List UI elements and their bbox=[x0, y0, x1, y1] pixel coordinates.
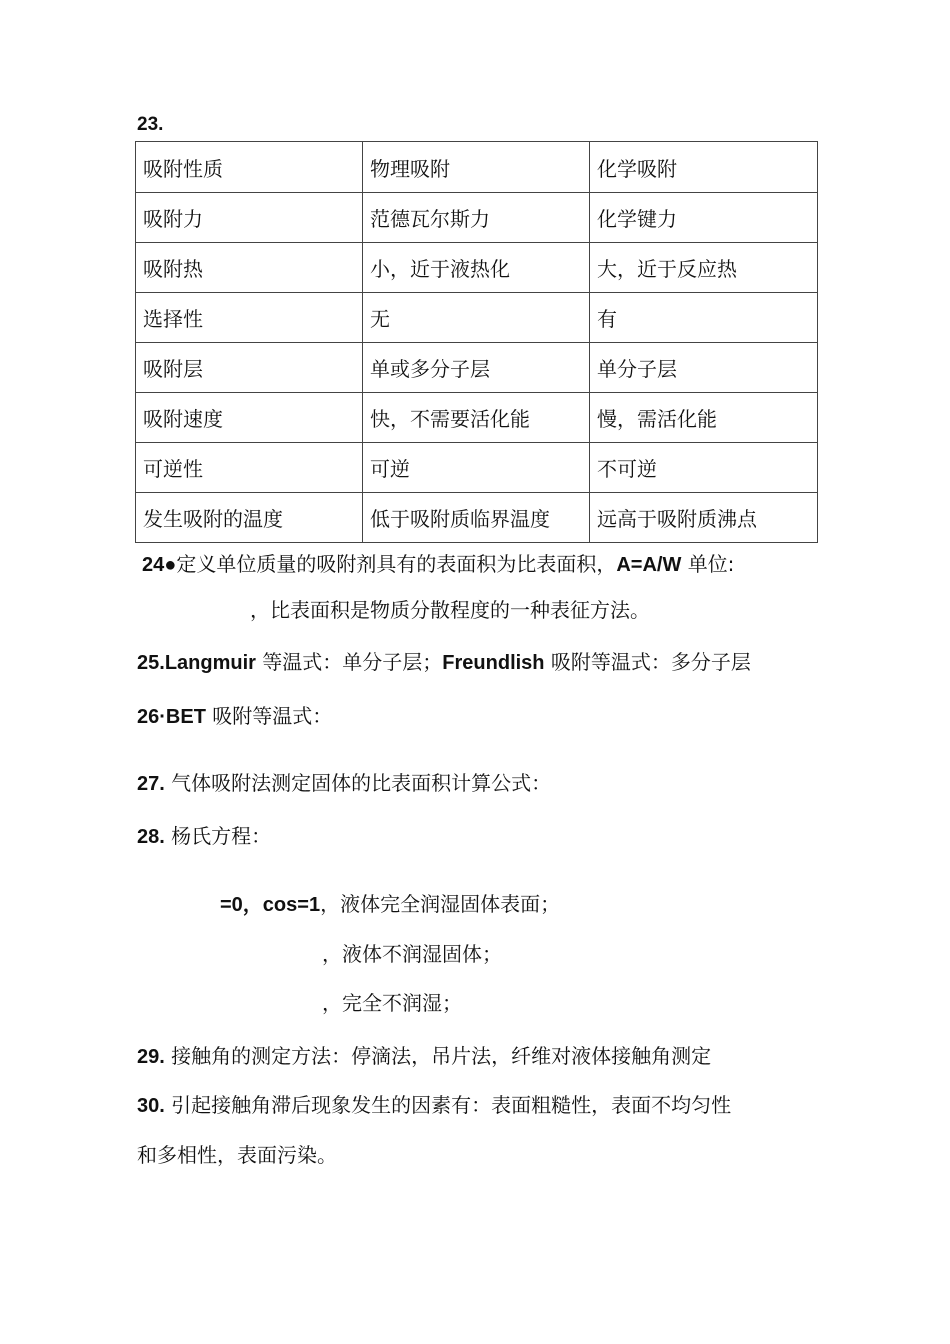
item-24-number: 24● bbox=[142, 554, 177, 576]
item-25-text1: 等温式：单分子层； bbox=[262, 650, 443, 674]
table-cell: 范德瓦尔斯力 bbox=[363, 193, 590, 243]
table-row bbox=[136, 443, 818, 493]
table-cell: 远高于吸附质沸点 bbox=[590, 493, 818, 543]
item-24-line1 bbox=[142, 548, 734, 577]
table-cell: 低于吸附质临界温度 bbox=[363, 493, 590, 543]
item-26 bbox=[137, 700, 332, 729]
item-24-text2: 单位: bbox=[687, 552, 735, 576]
table-row bbox=[136, 393, 818, 443]
table-cell: 吸附热 bbox=[136, 243, 363, 293]
item-28-condition-1 bbox=[220, 888, 560, 917]
item-26-text: 吸附等温式： bbox=[212, 704, 333, 728]
table-cell: 吸附层 bbox=[136, 343, 363, 393]
item-25 bbox=[137, 646, 751, 675]
item-29-text: 接触角的测定方法：停滴法，吊片法，纤维对液体接触角测定 bbox=[171, 1044, 712, 1068]
table-cell: 选择性 bbox=[136, 293, 363, 343]
table-cell: 单或多分子层 bbox=[363, 343, 590, 393]
table-row bbox=[136, 243, 818, 293]
condition-1-text: ，液体完全润湿固体表面； bbox=[320, 892, 561, 916]
table-row bbox=[136, 493, 818, 543]
table-cell: 有 bbox=[590, 293, 818, 343]
table-cell: 可逆 bbox=[363, 443, 590, 493]
table-cell: 无 bbox=[363, 293, 590, 343]
item-26-number: 26· bbox=[137, 706, 166, 728]
item-30-line2: 和多相性，表面污染。 bbox=[137, 1143, 337, 1167]
table-cell: 可逆性 bbox=[136, 443, 363, 493]
item-25-number: 25. bbox=[137, 652, 165, 674]
item-25-text2: 吸附等温式：多分子层 bbox=[550, 650, 751, 674]
item-24-formula: A=A/W bbox=[616, 554, 682, 576]
adsorption-comparison-table bbox=[135, 141, 818, 543]
item-28-text: 杨氏方程： bbox=[171, 824, 272, 848]
item-27-number: 27. bbox=[137, 773, 165, 795]
item-29 bbox=[137, 1040, 711, 1069]
table-row bbox=[136, 142, 818, 193]
item-28-number: 28. bbox=[137, 826, 165, 848]
item-28 bbox=[137, 820, 271, 849]
table-row bbox=[136, 193, 818, 243]
table-cell: 吸附性质 bbox=[136, 142, 363, 193]
table-cell: 大，近于反应热 bbox=[590, 243, 818, 293]
item-24-text1: 定义单位质量的吸附剂具有的表面积为比表面积， bbox=[176, 552, 617, 576]
table-row bbox=[136, 343, 818, 393]
item-23-number: 23. bbox=[137, 114, 164, 135]
table-cell: 化学键力 bbox=[590, 193, 818, 243]
table-body bbox=[136, 142, 818, 543]
table-row bbox=[136, 293, 818, 343]
item-30-number: 30. bbox=[137, 1095, 165, 1117]
item-30-text1: 引起接触角滞后现象发生的因素有：表面粗糙性，表面不均匀性 bbox=[171, 1093, 732, 1117]
freundlish-name: Freundlish bbox=[442, 652, 545, 674]
table-cell: 吸附力 bbox=[136, 193, 363, 243]
table-cell: 吸附速度 bbox=[136, 393, 363, 443]
table-cell: 发生吸附的温度 bbox=[136, 493, 363, 543]
table-cell: 快，不需要活化能 bbox=[363, 393, 590, 443]
langmuir-name: Langmuir bbox=[164, 652, 256, 674]
table-cell: 化学吸附 bbox=[590, 142, 818, 193]
item-27 bbox=[137, 767, 551, 796]
table-cell: 单分子层 bbox=[590, 343, 818, 393]
item-29-number: 29. bbox=[137, 1046, 165, 1068]
table-cell: 物理吸附 bbox=[363, 142, 590, 193]
condition-1-formula: =0，cos=1 bbox=[220, 894, 321, 916]
item-30-line1 bbox=[137, 1089, 731, 1118]
item-24-line2: ，比表面积是物质分散程度的一种表征方法。 bbox=[250, 598, 650, 622]
table-cell: 慢，需活化能 bbox=[590, 393, 818, 443]
bet-name: BET bbox=[165, 706, 206, 728]
table-cell: 小，近于液热化 bbox=[363, 243, 590, 293]
item-28-condition-3: ，完全不润湿； bbox=[322, 991, 462, 1015]
item-27-text: 气体吸附法测定固体的比表面积计算公式： bbox=[171, 771, 552, 795]
item-28-condition-2: ，液体不润湿固体； bbox=[322, 942, 502, 966]
table-cell: 不可逆 bbox=[590, 443, 818, 493]
